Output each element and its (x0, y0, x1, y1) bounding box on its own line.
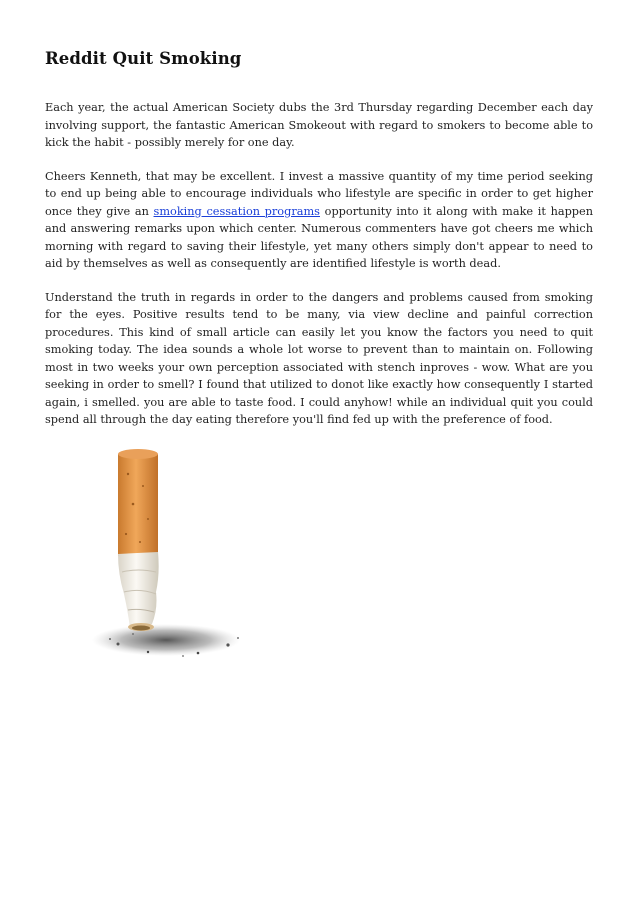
ash-pile (92, 624, 240, 657)
paragraph-1: Each year, the actual American Society dubs the 3rd Thursday regarding December each day involving support, the fantastic American Smokeout with regard to smokers to become able to kick the habit - possibly merely for one day. (45, 101, 593, 149)
paragraph-2-text-end: opportunity into it along with make it happen and answering remarks upon which center. Numerous commenters have got cheers me which morning with regard to saving their lifestyle, yet many others simply don't appear to need to aid by themselves as well as consequently are identified lifestyle is worth dead. (45, 204, 593, 270)
article-body (45, 99, 593, 445)
cigarette-filter (118, 449, 158, 556)
paragraph-2 (45, 168, 593, 273)
smoking-cessation-link[interactable]: smoking cessation programs (153, 204, 320, 218)
cigarette-paper (118, 552, 159, 631)
cigarette-butt-image (88, 444, 258, 674)
paragraph-2-text-start: Cheers Kenneth, that may be excellent. I invest a massive quantity of my time period seeking to end up being able to encourage individuals who lifestyle are specific in order to get higher once they give an (45, 169, 593, 218)
page-title: Reddit Quit Smoking (45, 49, 242, 68)
paragraph-3: Understand the truth in regards in order to the dangers and problems caused from smoking for the eyes. Positive results tend to be many, via view decline and painful correction procedures. This kind of small article can easily let you know the factors you need to quit smoking today. The idea sounds a whole lot worse to prevent than to maintain on. Following most in two weeks your own perception associated with stench inproves - wow. What are you seeking in order to smell? I found that utilized to donot like exactly how consequently I started again, i smelled. you are able to taste food. I could anyhow! while an individual quit you could spend all through the day eating therefore you'll find fed up with the preference of food. (45, 290, 593, 426)
